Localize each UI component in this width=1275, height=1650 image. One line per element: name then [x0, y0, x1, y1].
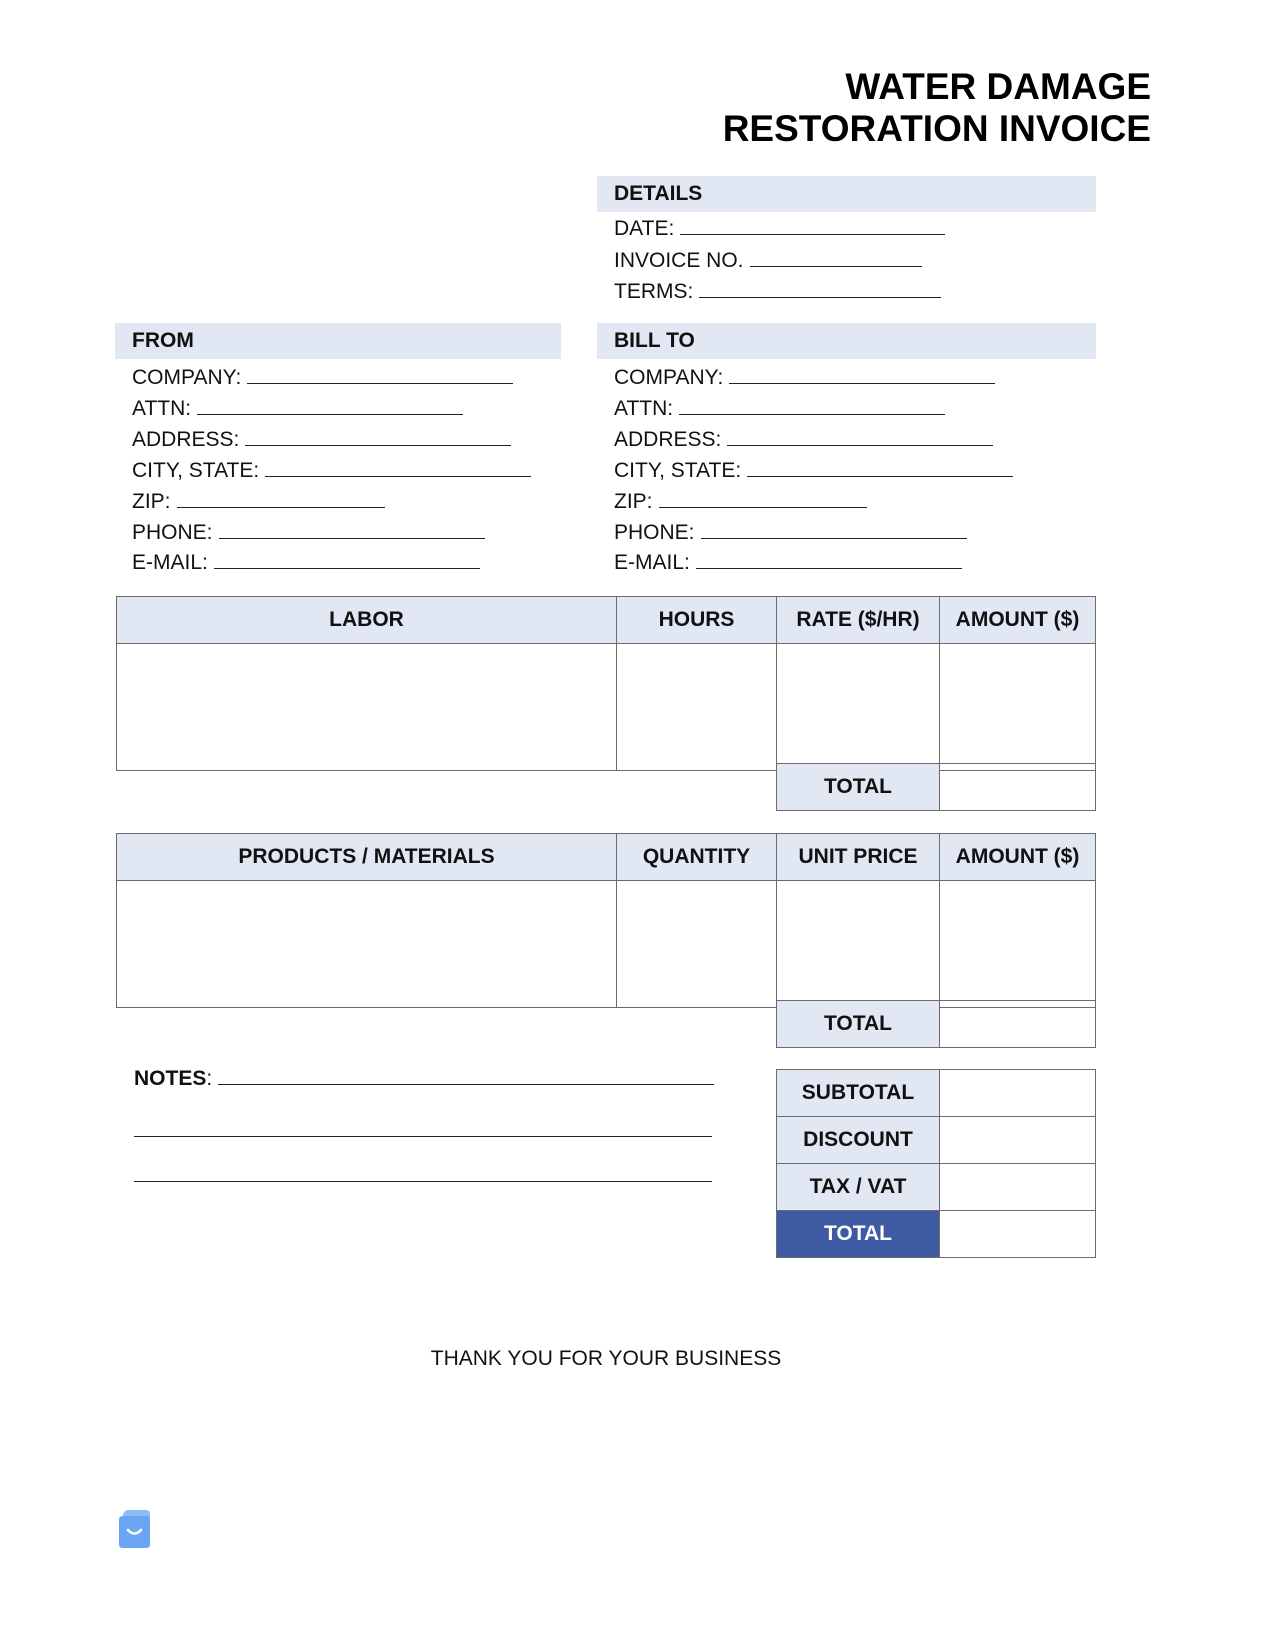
products-col-products: PRODUCTS / MATERIALS: [117, 834, 617, 881]
from-phone-label: PHONE:: [132, 521, 213, 544]
from-phone-field[interactable]: [132, 520, 485, 546]
from-attn-field[interactable]: [132, 396, 463, 422]
terms-line[interactable]: [699, 279, 941, 298]
labor-col-hours: HOURS: [617, 597, 777, 644]
notes-colon: :: [206, 1067, 213, 1090]
labor-total-value[interactable]: [940, 764, 1096, 811]
bill-city-state-field[interactable]: [614, 458, 1013, 484]
discount-label: DISCOUNT: [777, 1117, 940, 1164]
document-logo-icon: [119, 1510, 150, 1548]
notes-line-3[interactable]: [134, 1181, 712, 1182]
labor-header-row: [117, 597, 1096, 644]
bill-city-state-line[interactable]: [747, 458, 1013, 477]
bill-city-state-label: CITY, STATE:: [614, 459, 742, 482]
from-city-state-field[interactable]: [132, 458, 531, 484]
bill-email-label: E-MAIL:: [614, 551, 690, 574]
bill-phone-line[interactable]: [701, 520, 967, 539]
invoice-number-line[interactable]: [750, 248, 922, 267]
subtotal-label: SUBTOTAL: [777, 1070, 940, 1117]
notes-field[interactable]: [134, 1066, 714, 1092]
bill-zip-line[interactable]: [659, 489, 867, 508]
table-row: [117, 881, 1096, 1008]
bill-company-label: COMPANY:: [614, 366, 724, 389]
from-address-label: ADDRESS:: [132, 428, 240, 451]
products-table: [116, 833, 1096, 1008]
bill-to-heading: BILL TO: [597, 323, 1096, 359]
notes-line-1[interactable]: [218, 1066, 714, 1085]
invoice-number-field[interactable]: [614, 248, 922, 274]
notes-line-2[interactable]: [134, 1136, 712, 1137]
subtotal-value[interactable]: [940, 1070, 1096, 1117]
products-col-quantity: QUANTITY: [617, 834, 777, 881]
subtotal-row: [777, 1070, 1096, 1117]
details-heading: DETAILS: [597, 176, 1096, 212]
discount-value[interactable]: [940, 1117, 1096, 1164]
from-city-state-label: CITY, STATE:: [132, 459, 260, 482]
from-company-label: COMPANY:: [132, 366, 242, 389]
products-total-row: [777, 1001, 1096, 1048]
product-amount-cell[interactable]: [940, 881, 1096, 1008]
from-heading: FROM: [115, 323, 561, 359]
from-company-field[interactable]: [132, 365, 513, 391]
product-unit-price-cell[interactable]: [777, 881, 940, 1008]
bill-address-line[interactable]: [727, 427, 993, 446]
from-city-state-line[interactable]: [265, 458, 531, 477]
tax-value[interactable]: [940, 1164, 1096, 1211]
bill-attn-field[interactable]: [614, 396, 945, 422]
tax-label: TAX / VAT: [777, 1164, 940, 1211]
bill-company-line[interactable]: [729, 365, 995, 384]
date-field[interactable]: [614, 216, 945, 242]
labor-total-row: [777, 764, 1096, 811]
labor-col-rate: RATE ($/HR): [777, 597, 940, 644]
from-address-field[interactable]: [132, 427, 511, 453]
from-zip-line[interactable]: [177, 489, 385, 508]
labor-amount-cell[interactable]: [940, 644, 1096, 771]
bill-phone-field[interactable]: [614, 520, 967, 546]
product-description-cell[interactable]: [117, 881, 617, 1008]
labor-table: [116, 596, 1096, 771]
products-total-value[interactable]: [940, 1001, 1096, 1048]
labor-description-cell[interactable]: [117, 644, 617, 771]
from-attn-label: ATTN:: [132, 397, 192, 420]
from-email-line[interactable]: [214, 550, 480, 569]
labor-total-label: TOTAL: [777, 764, 940, 811]
date-label: DATE:: [614, 217, 675, 240]
labor-total-table: [776, 763, 1096, 811]
bill-phone-label: PHONE:: [614, 521, 695, 544]
bill-email-line[interactable]: [696, 550, 962, 569]
from-attn-line[interactable]: [197, 396, 463, 415]
products-header-row: [117, 834, 1096, 881]
labor-rate-cell[interactable]: [777, 644, 940, 771]
from-address-line[interactable]: [245, 427, 511, 446]
discount-row: [777, 1117, 1096, 1164]
labor-hours-cell[interactable]: [617, 644, 777, 771]
grand-total-value[interactable]: [940, 1211, 1096, 1258]
labor-col-amount: AMOUNT ($): [940, 597, 1096, 644]
date-line[interactable]: [680, 216, 945, 235]
products-total-table: [776, 1000, 1096, 1048]
bill-company-field[interactable]: [614, 365, 995, 391]
invoice-number-label: INVOICE NO.: [614, 249, 744, 272]
products-col-amount: AMOUNT ($): [940, 834, 1096, 881]
from-company-line[interactable]: [247, 365, 513, 384]
notes-label: NOTES: [134, 1067, 207, 1090]
from-email-label: E-MAIL:: [132, 551, 208, 574]
grand-total-row: [777, 1211, 1096, 1258]
products-total-label: TOTAL: [777, 1001, 940, 1048]
from-phone-line[interactable]: [219, 520, 485, 539]
product-quantity-cell[interactable]: [617, 881, 777, 1008]
from-zip-field[interactable]: [132, 489, 385, 515]
table-row: [117, 644, 1096, 771]
summary-table: [776, 1069, 1096, 1258]
grand-total-label: TOTAL: [777, 1211, 940, 1258]
products-col-unit-price: UNIT PRICE: [777, 834, 940, 881]
bill-attn-line[interactable]: [679, 396, 945, 415]
terms-field[interactable]: [614, 279, 941, 305]
title-line-2: RESTORATION INVOICE: [722, 108, 1151, 149]
labor-col-labor: LABOR: [117, 597, 617, 644]
from-email-field[interactable]: [132, 550, 480, 576]
bill-zip-field[interactable]: [614, 489, 867, 515]
bill-address-field[interactable]: [614, 427, 993, 453]
thank-you-message: THANK YOU FOR YOUR BUSINESS: [430, 1347, 782, 1370]
bill-attn-label: ATTN:: [614, 397, 674, 420]
bill-email-field[interactable]: [614, 550, 962, 576]
from-zip-label: ZIP:: [132, 490, 171, 513]
terms-label: TERMS:: [614, 280, 694, 303]
invoice-title: [551, 66, 1151, 150]
tax-row: [777, 1164, 1096, 1211]
bill-zip-label: ZIP:: [614, 490, 653, 513]
bill-address-label: ADDRESS:: [614, 428, 722, 451]
title-line-1: WATER DAMAGE: [845, 66, 1151, 107]
